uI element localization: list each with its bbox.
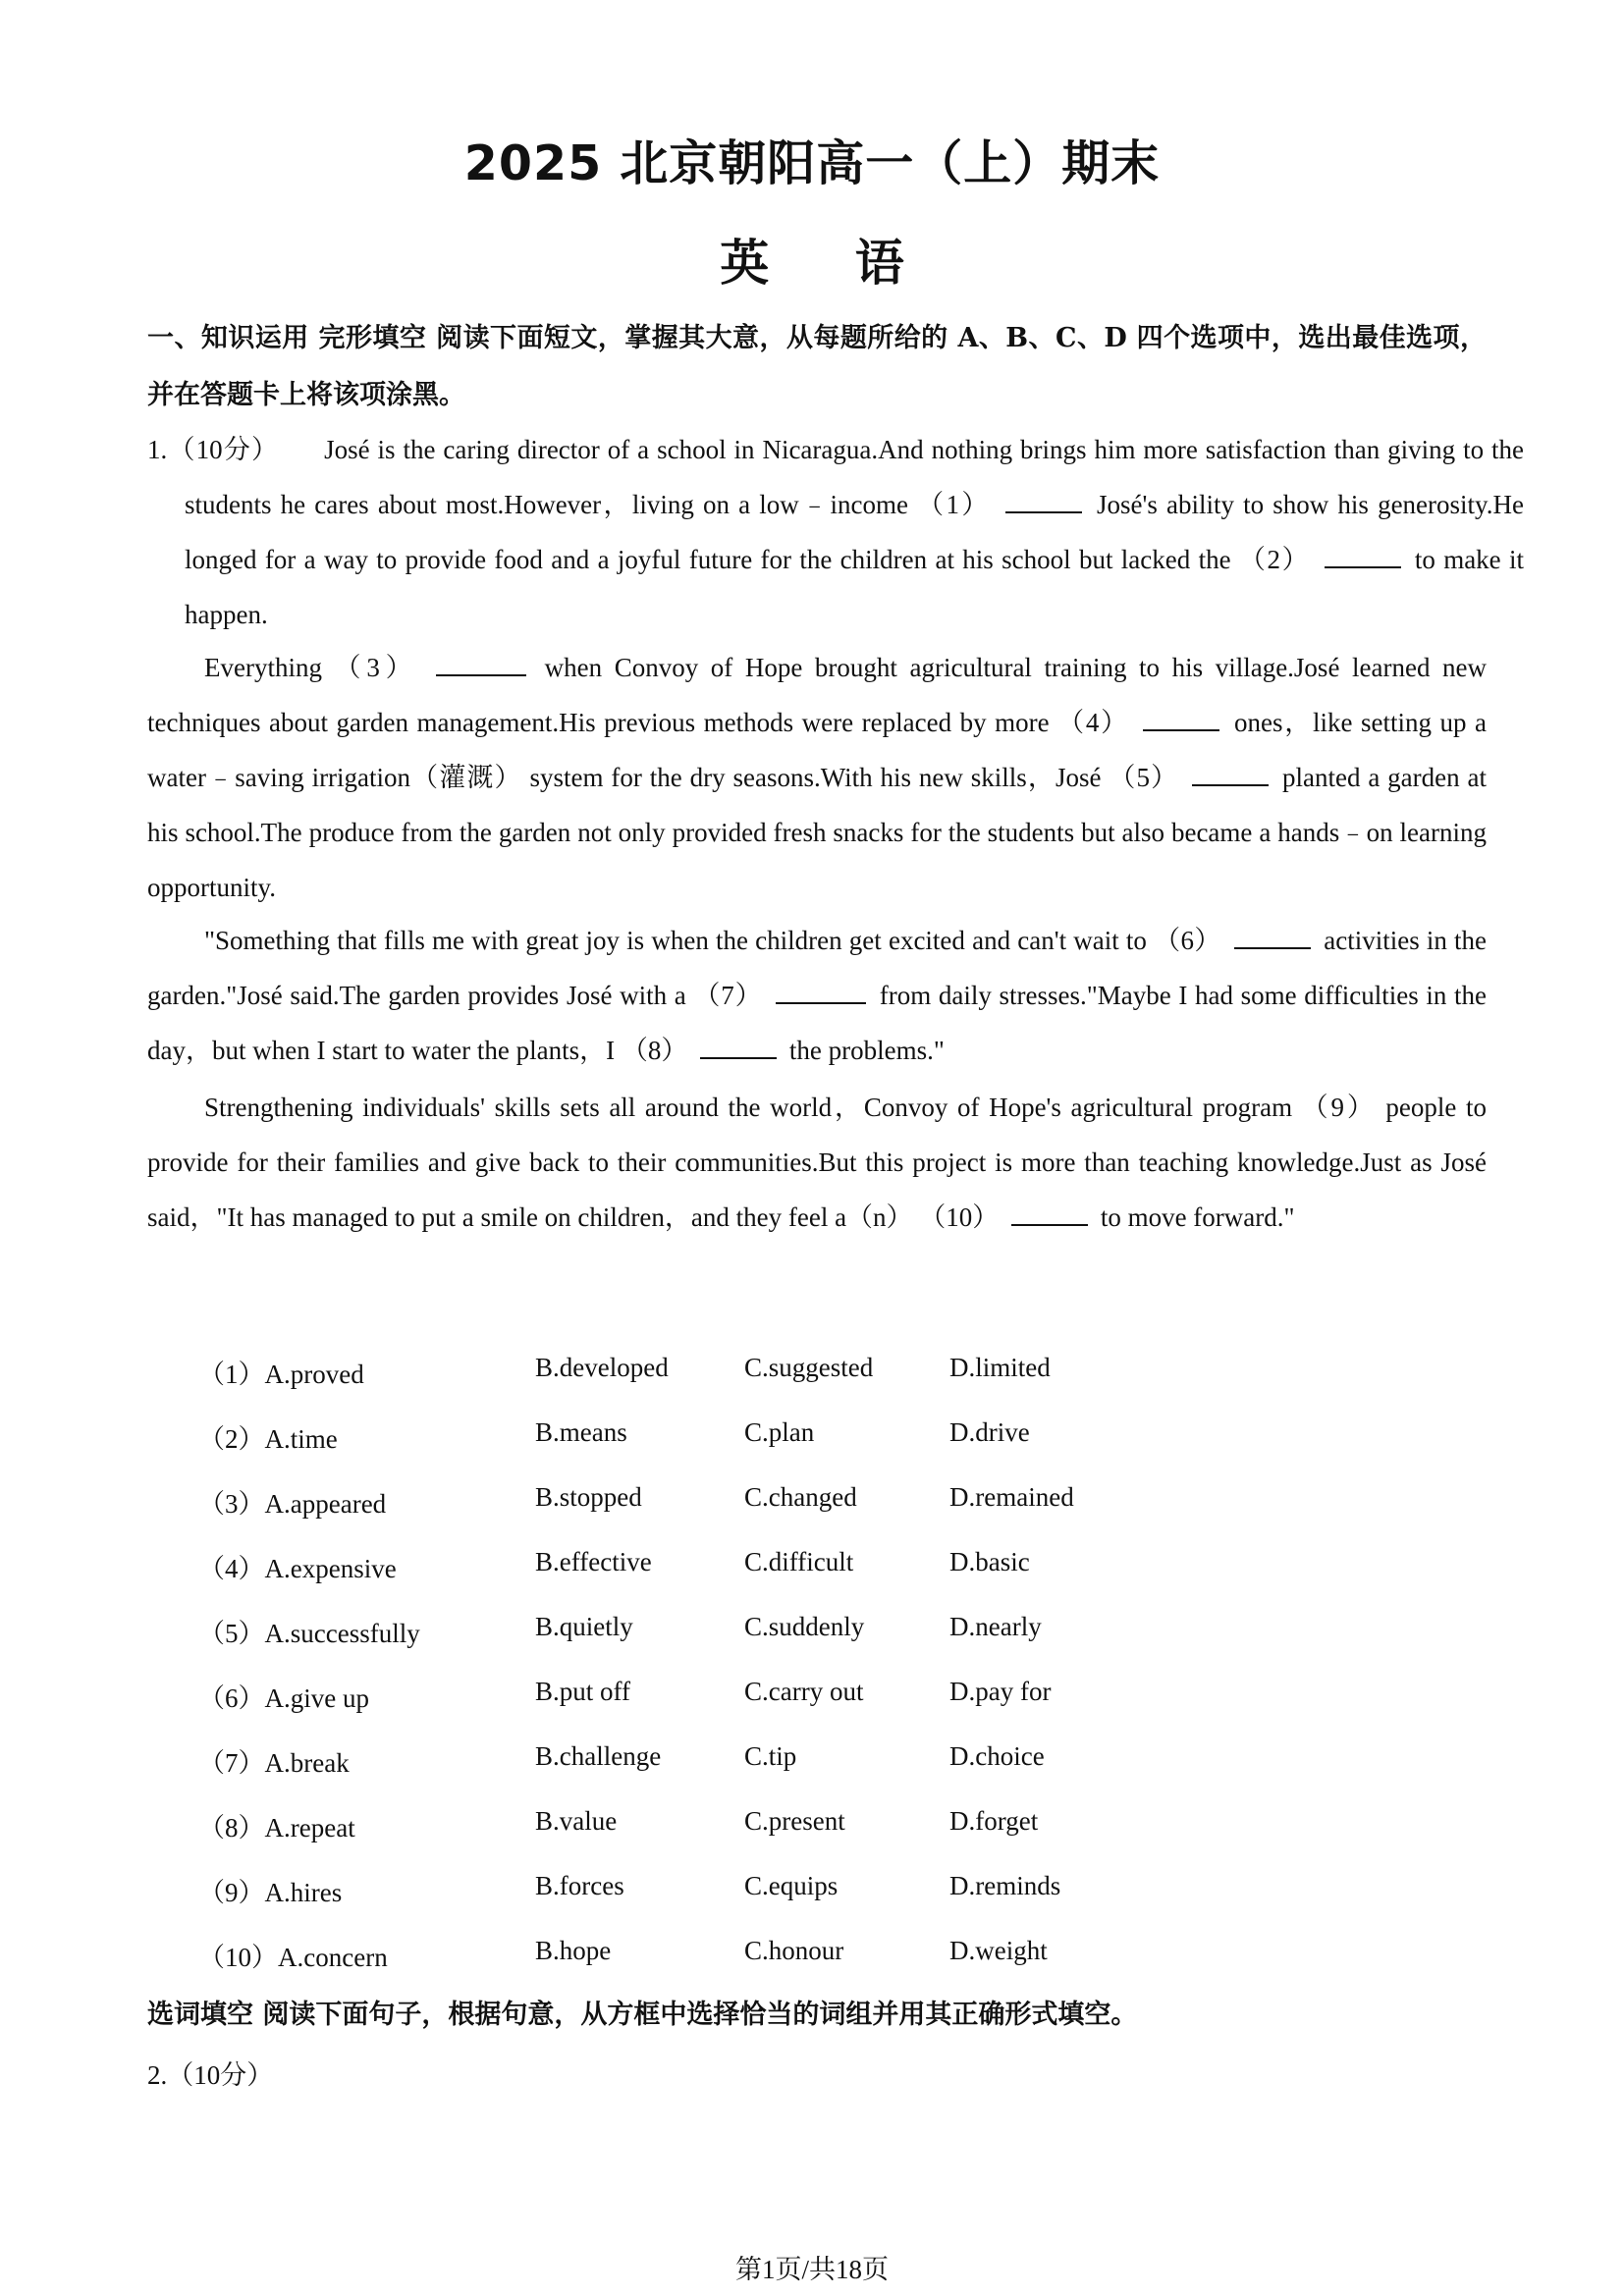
option-c[interactable]: C.equips bbox=[744, 1871, 839, 1900]
option-row bbox=[147, 1353, 1424, 1410]
option-row bbox=[147, 1677, 1424, 1734]
option-c[interactable]: C.suddenly bbox=[744, 1612, 865, 1641]
option-c[interactable]: C.difficult bbox=[744, 1547, 854, 1576]
passage-text: from daily stresses."Maybe I had some difficulties in the day，but when I start to water the plants，I （8） bbox=[147, 981, 1488, 1065]
option-a[interactable]: （7）A.break bbox=[198, 1748, 350, 1778]
question-2-label: 2.（10分） bbox=[147, 2060, 274, 2090]
option-d[interactable]: D.reminds bbox=[949, 1871, 1061, 1900]
option-row bbox=[147, 1482, 1424, 1539]
option-row bbox=[147, 1417, 1424, 1474]
option-c[interactable]: C.honour bbox=[744, 1936, 844, 1965]
option-a[interactable]: （5）A.successfully bbox=[198, 1619, 420, 1648]
option-a[interactable]: （8）A.repeat bbox=[198, 1813, 355, 1842]
option-c[interactable]: C.carry out bbox=[744, 1677, 864, 1706]
page-number: 第1页/共18页 bbox=[734, 2255, 889, 2284]
blank-5 bbox=[1192, 765, 1269, 786]
option-a[interactable]: （6）A.give up bbox=[198, 1683, 369, 1713]
subject-heading: 英 语 bbox=[720, 235, 904, 292]
option-b[interactable]: B.effective bbox=[535, 1547, 652, 1576]
passage-paragraph-2 bbox=[147, 640, 1487, 915]
passage-text: Strengthening individuals' skills sets all around the world，Convoy of Hope's agricultural program （9） people to provide for their families and give back to their communities.But this project is more than teaching knowledge.Just as José said，"It has managed to put a smile on children，and they feel a（n） （10） bbox=[147, 1093, 1487, 1232]
option-a[interactable]: （3）A.appeared bbox=[198, 1489, 387, 1519]
option-row bbox=[147, 1547, 1424, 1604]
option-row bbox=[147, 1741, 1424, 1798]
option-row bbox=[147, 1936, 1424, 1993]
option-b[interactable]: B.stopped bbox=[535, 1482, 642, 1512]
option-row bbox=[147, 1871, 1424, 1928]
option-a[interactable]: （9）A.hires bbox=[198, 1878, 343, 1907]
passage-text: activities in the garden."José said.The garden provides José with a （7） bbox=[147, 926, 1488, 1010]
option-d[interactable]: D.weight bbox=[949, 1936, 1048, 1965]
option-b[interactable]: B.developed bbox=[535, 1353, 669, 1382]
blank-6 bbox=[1234, 928, 1311, 949]
blank-2 bbox=[1325, 547, 1401, 568]
blank-3 bbox=[436, 655, 526, 676]
option-d[interactable]: D.remained bbox=[949, 1482, 1074, 1512]
passage-paragraph-4 bbox=[147, 1080, 1487, 1245]
option-d[interactable]: D.nearly bbox=[949, 1612, 1042, 1641]
passage-paragraph-3 bbox=[147, 913, 1487, 1078]
passage-text: to make it happen. bbox=[185, 545, 1525, 629]
passage-text: ones，like setting up a water﹣saving irrigation（灌溉） system for the dry seasons.With his new skills，José （5） bbox=[147, 708, 1488, 792]
blank-8 bbox=[700, 1038, 777, 1059]
blank-4 bbox=[1143, 710, 1219, 731]
option-b[interactable]: B.quietly bbox=[535, 1612, 633, 1641]
option-b[interactable]: B.value bbox=[535, 1806, 618, 1836]
option-c[interactable]: C.present bbox=[744, 1806, 845, 1836]
passage-text: when Convoy of Hope brought agricultural training to his village.José learned new techniques about garden management.His previous methods were replaced by more （4） bbox=[147, 653, 1487, 737]
option-c[interactable]: C.suggested bbox=[744, 1353, 874, 1382]
option-b[interactable]: B.put off bbox=[535, 1677, 631, 1706]
passage-text: the problems." bbox=[788, 1036, 945, 1065]
section2-instruction: 选词填空 阅读下面句子，根据句意，从方框中选择恰当的词组并用其正确形式填空。 bbox=[147, 2000, 1138, 2030]
option-d[interactable]: D.limited bbox=[949, 1353, 1051, 1382]
passage-text: José is the caring director of a school in Nicaragua.And nothing brings him more satisfaction than giving to the students he cares about most.However，living on a low﹣income （1） bbox=[185, 435, 1525, 519]
option-a[interactable]: （10）A.concern bbox=[198, 1943, 388, 1972]
option-a[interactable]: （4）A.expensive bbox=[198, 1554, 397, 1583]
blank-7 bbox=[776, 983, 866, 1004]
passage-text: Everything （3） bbox=[204, 653, 418, 682]
passage-text: José's ability to show his generosity.He longed for a way to provide food and a joyful future for the children at his school but lacked the （2） bbox=[185, 490, 1525, 574]
option-b[interactable]: B.forces bbox=[535, 1871, 624, 1900]
option-a[interactable]: （1）A.proved bbox=[198, 1360, 364, 1389]
passage-text: planted a garden at his school.The produce from the garden not only provided fresh snacks for the students but also became a hands﹣on learning opportunity. bbox=[147, 763, 1487, 902]
option-d[interactable]: D.choice bbox=[949, 1741, 1045, 1771]
option-b[interactable]: B.challenge bbox=[535, 1741, 662, 1771]
option-c[interactable]: C.tip bbox=[744, 1741, 797, 1771]
option-d[interactable]: D.forget bbox=[949, 1806, 1039, 1836]
option-d[interactable]: D.pay for bbox=[949, 1677, 1052, 1706]
section1-instruction: 一、知识运用 完形填空 阅读下面短文，掌握其大意，从每题所给的 A、B、C、D 四个选项中，选出最佳选项，并在答题卡上将该项涂黑。 bbox=[147, 323, 1487, 410]
option-d[interactable]: D.basic bbox=[949, 1547, 1030, 1576]
option-a[interactable]: （2）A.time bbox=[198, 1424, 338, 1454]
passage-text: "Something that fills me with great joy is when the children get excited and can't wait to （6） bbox=[204, 926, 1221, 955]
option-row bbox=[147, 1806, 1424, 1863]
passage-paragraph-1 bbox=[147, 422, 1524, 642]
option-d[interactable]: D.drive bbox=[949, 1417, 1030, 1447]
option-b[interactable]: B.means bbox=[535, 1417, 627, 1447]
page-title: 2025 北京朝阳高一（上）期末 bbox=[463, 135, 1161, 191]
passage-text: to move forward." bbox=[1100, 1202, 1295, 1232]
option-b[interactable]: B.hope bbox=[535, 1936, 612, 1965]
option-row bbox=[147, 1612, 1424, 1669]
option-c[interactable]: C.plan bbox=[744, 1417, 815, 1447]
option-c[interactable]: C.changed bbox=[744, 1482, 857, 1512]
question-label: 1.（10分） bbox=[147, 435, 280, 464]
blank-10 bbox=[1011, 1204, 1088, 1226]
blank-1 bbox=[1005, 492, 1082, 513]
